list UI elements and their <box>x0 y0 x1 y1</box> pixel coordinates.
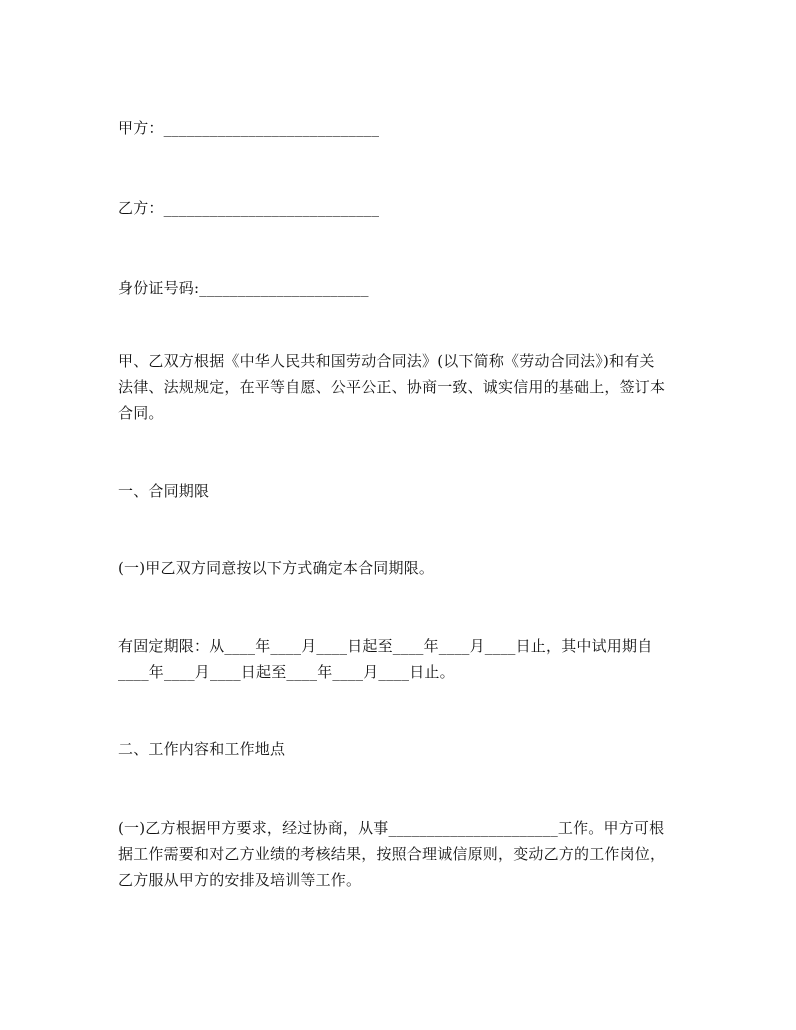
term-line-1: 有固定期限：从____年____月____日起至____年____月____日止，其中试用期自 <box>118 637 653 655</box>
contract-term-paragraph <box>118 633 684 685</box>
id-number-field: 身份证号码:______________________ <box>118 279 369 297</box>
intro-paragraph <box>118 348 684 426</box>
intro-line-3: 合同。 <box>118 404 164 422</box>
work-line-3: 乙方服从甲方的安排及培训等工作。 <box>118 871 362 889</box>
section-2-title: 二、工作内容和工作地点 <box>118 740 286 758</box>
intro-line-2: 法律、法规规定，在平等自愿、公平公正、协商一致、诚实信用的基础上，签订本 <box>118 378 666 396</box>
section-1-title: 一、合同期限 <box>118 482 210 500</box>
section-1-item-1: (一)甲乙双方同意按以下方式确定本合同期限。 <box>118 559 435 577</box>
term-line-2: ____年____月____日起至____年____月____日止。 <box>118 663 455 681</box>
work-line-2: 据工作需要和对乙方业绩的考核结果，按照合理诚信原则，变动乙方的工作岗位， <box>118 845 666 863</box>
intro-line-1: 甲、乙双方根据《中华人民共和国劳动合同法》(以下简称《劳动合同法》)和有关 <box>118 352 655 370</box>
party-a-field: 甲方：____________________________ <box>118 119 380 137</box>
section-2-item-1 <box>118 815 684 893</box>
party-b-field: 乙方：____________________________ <box>118 199 380 217</box>
work-line-1: (一)乙方根据甲方要求，经过协商，从事______________________工作。甲方可根 <box>118 819 665 837</box>
